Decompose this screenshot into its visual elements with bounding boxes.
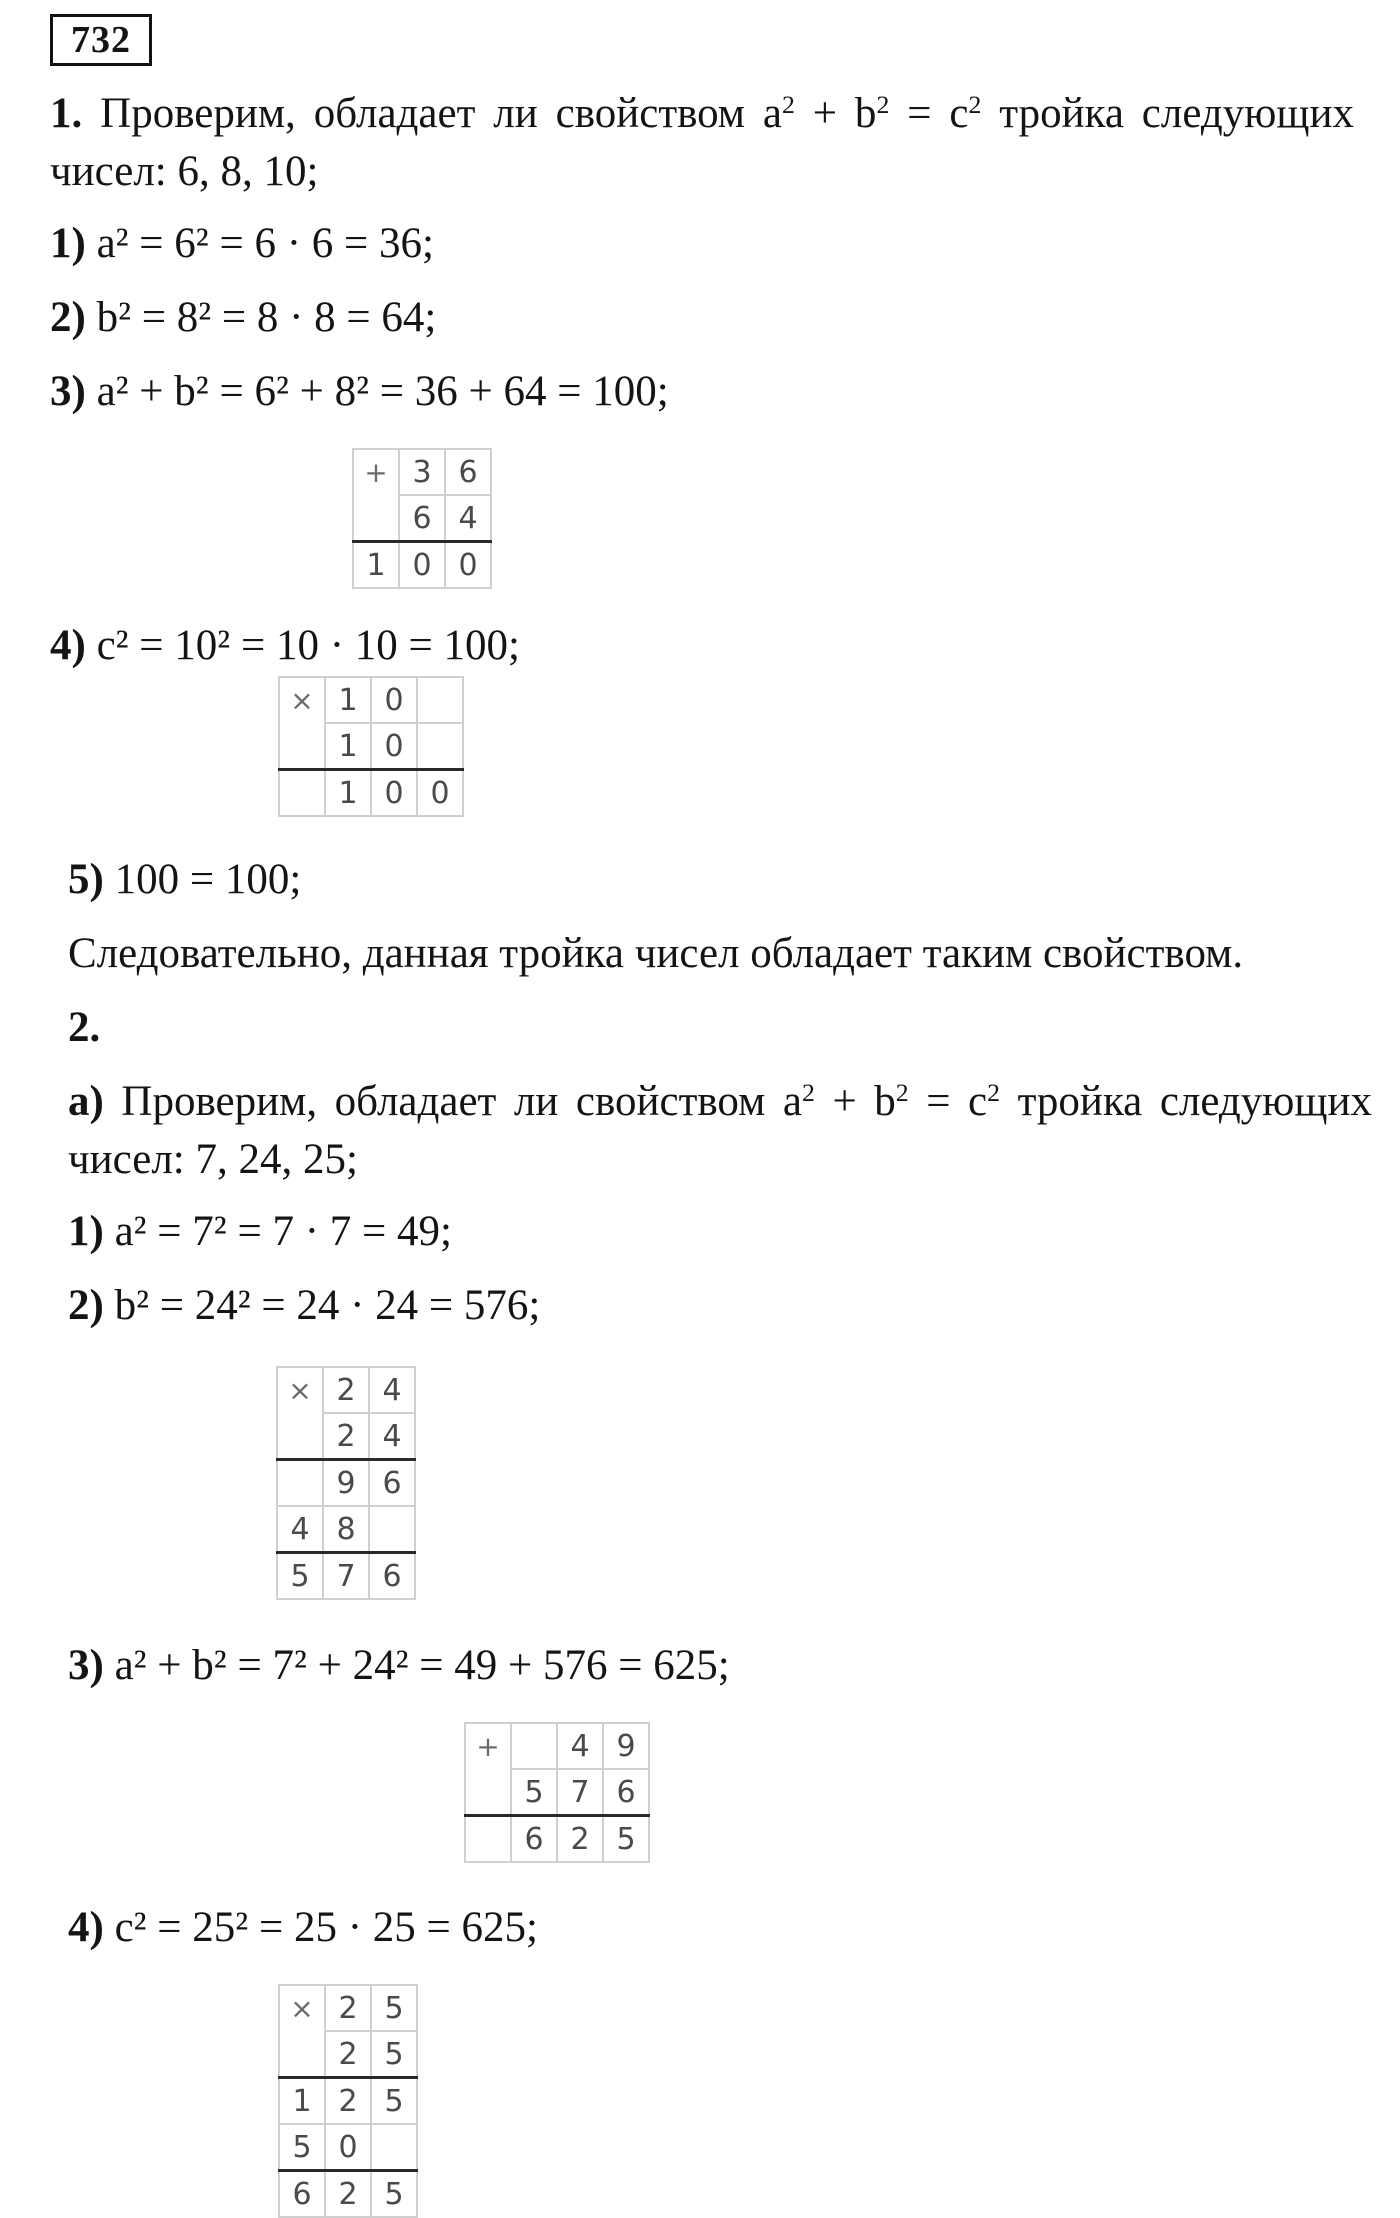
problem-number: 732: [50, 14, 152, 66]
multiplication-grid-25x25: × 2 5 2 5 1 2 5 5 0 6 2 5: [278, 1984, 418, 2218]
addition-grid-49-576: + 4 9 5 7 6 6 2 5: [464, 1722, 650, 1863]
part2-step4: 4) c² = 25² = 25 · 25 = 625;: [68, 1904, 538, 1951]
part1-step1: 1) a² = 6² = 6 · 6 = 36;: [50, 220, 434, 267]
part1-intro-c: = c: [889, 90, 969, 137]
part2-label: 2.: [68, 1004, 101, 1051]
part1-step5: 5) 100 = 100;: [68, 856, 302, 903]
part2-intro-line1: а) Проверим, обладает ли свойством $a^2 + b^2 = c^2$ тройка следующих: [68, 1077, 1373, 1125]
part1-step4: 4) c² = 10² = 10 · 10 = 100;: [50, 622, 520, 669]
part1-intro-b: + b: [794, 90, 877, 137]
part1-conclusion: Следовательно, данная тройка чисел обладает таким свойством.: [68, 930, 1244, 977]
part1-step2: 2) b² = 8² = 8 · 8 = 64;: [50, 294, 437, 341]
part2-step3: 3) a² + b² = 7² + 24² = 49 + 576 = 625;: [68, 1642, 730, 1689]
part1-step3: 3) a² + b² = 6² + 8² = 36 + 64 = 100;: [50, 368, 669, 415]
part2-step1: 1) a² = 7² = 7 · 7 = 49;: [68, 1208, 452, 1255]
part1-intro-d: тройка следующих: [981, 90, 1354, 137]
multiplication-grid-10x10: × 1 0 1 0 1 0 0: [278, 676, 464, 817]
part2-step2: 2) b² = 24² = 24 · 24 = 576;: [68, 1282, 541, 1329]
part2-intro-line2: чисел: 7, 24, 25;: [68, 1136, 358, 1183]
addition-grid-36-64: + 3 6 6 4 1 0 0: [352, 448, 492, 589]
multiplication-grid-24x24: × 2 4 2 4 9 6 4 8 5 7 6: [276, 1366, 416, 1600]
part1-intro-line1: 1. Проверим, обладает ли свойством $a^2 + b^2 = c^2$ тройка следующих: [50, 89, 1354, 137]
part1-intro-a: Проверим, обладает ли свойством a: [100, 90, 782, 137]
part1-label: 1.: [50, 90, 83, 137]
part1-intro-line2: чисел: 6, 8, 10;: [50, 148, 319, 195]
part2-sub-label: а): [68, 1078, 104, 1125]
